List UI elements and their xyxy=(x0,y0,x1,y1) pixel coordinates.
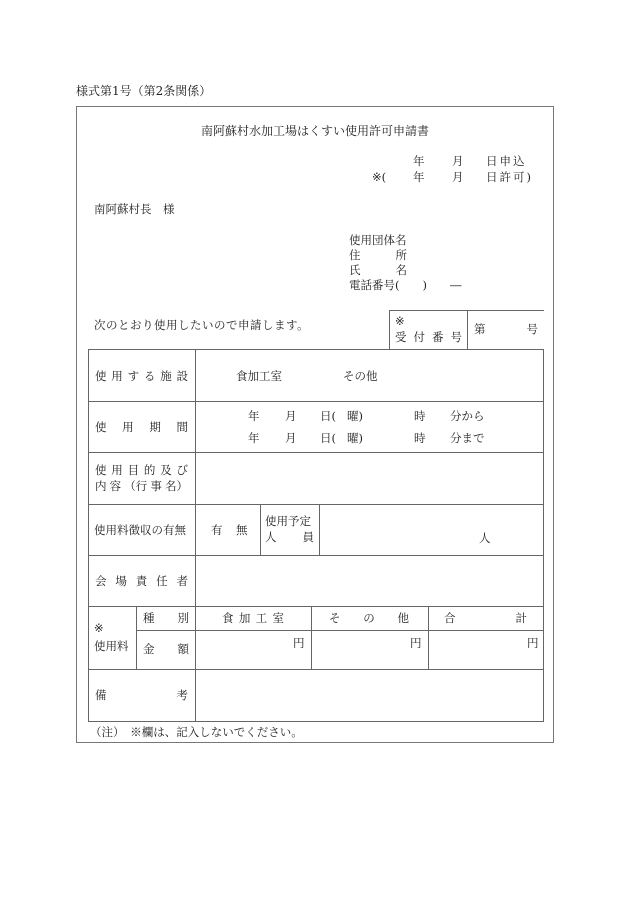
receipt-number: 第 号 xyxy=(474,322,538,336)
fee-col-other-head: そ の 他 xyxy=(329,611,409,625)
address-label: 住 所 xyxy=(349,248,407,262)
permit-prefix: ※( xyxy=(372,170,387,184)
permit-year: 年 xyxy=(413,170,425,184)
fee-kind-label: 種 別 xyxy=(143,611,189,625)
fee-col-total-head: 合 計 xyxy=(444,611,527,625)
facility-option-food-processing[interactable]: 食加工室 xyxy=(236,369,282,383)
manager-label: 会 場 責 任 者 xyxy=(95,574,188,588)
facility-option-other[interactable]: その他 xyxy=(343,369,378,383)
period-label: 使 用 期 間 xyxy=(95,420,188,434)
remarks-label: 備 考 xyxy=(95,688,188,702)
fee-other-unit: 円 xyxy=(410,636,422,650)
fee-amount-label: 金 額 xyxy=(143,642,189,656)
apply-day: 日申込 xyxy=(486,154,527,168)
permit-month: 月 xyxy=(452,170,464,184)
purpose-label-line2: 内 容 （行 事 名） xyxy=(95,479,188,493)
form-number: 様式第1号（第2条関係） xyxy=(76,84,212,98)
facility-label: 使 用 す る 施 設 xyxy=(95,369,188,383)
fee-total-unit: 円 xyxy=(527,636,539,650)
apply-month: 月 xyxy=(452,154,464,168)
name-label: 氏 名 xyxy=(349,263,407,277)
fee-collect-label: 使用料徴収の有無 xyxy=(94,523,186,537)
fee-mark: ※ xyxy=(94,621,104,635)
group-name-label: 使用団体名 xyxy=(349,233,407,247)
permit-day: 日許可) xyxy=(486,170,533,184)
people-unit: 人 xyxy=(479,531,491,545)
receipt-label: 受 付 番 号 xyxy=(395,330,462,344)
purpose-field[interactable] xyxy=(196,453,543,504)
note: （注） ※欄は、記入しないでください。 xyxy=(90,725,303,739)
people-count-field[interactable] xyxy=(320,505,470,555)
fee-collect-yes[interactable]: 有 xyxy=(211,523,223,537)
apply-year: 年 xyxy=(413,154,425,168)
manager-field[interactable] xyxy=(196,556,543,606)
remarks-field[interactable] xyxy=(196,670,543,721)
request-text: 次のとおり使用したいので申請します。 xyxy=(94,318,310,332)
fee-collect-no[interactable]: 無 xyxy=(236,523,248,537)
people-label-line1: 使用予定 xyxy=(265,514,311,528)
purpose-label-line1: 使 用 目 的 及 び xyxy=(95,463,188,477)
fee-food-processing-unit: 円 xyxy=(293,636,305,650)
receipt-mark: ※ xyxy=(395,314,405,328)
fee-label: 使用料 xyxy=(94,639,129,653)
fee-col-food-processing-head: 食 加 工 室 xyxy=(222,611,284,625)
form-title: 南阿蘇村水加工場はくすい使用許可申請書 xyxy=(200,124,429,138)
addressee: 南阿蘇村長 様 xyxy=(94,202,175,216)
phone-label: 電話番号( ) ― xyxy=(349,278,462,292)
people-label-line2: 人 員 xyxy=(265,530,314,544)
